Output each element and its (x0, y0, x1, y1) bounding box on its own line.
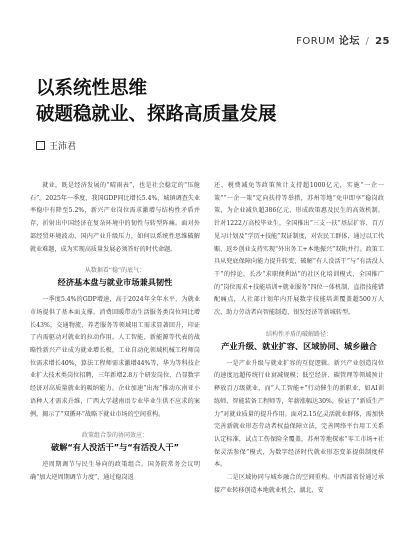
intro-paragraph: 就业，既是经济发展的“晴雨表”，也是社会稳定的“压舱石”。2025年一季度，我国GDP同比增长5.4%，城镇调查失业率稳中有降至5.2%，新兴产业岗位需求激增与结构性矛盾并存，折射出中国经济在复杂环境中的韧性与转型阵痛。面对外部经贸环境波动、国内产业升级压力，如何以系统性思维破解就业难题，成为实现高质量发展必须答好的时代命题。 (30, 182, 200, 253)
page-header (296, 32, 390, 47)
title-line-1: 以系统性思维 (36, 78, 148, 99)
subheading-3-title: 产业升级、就业扩容、区域协同、城乡融合 (221, 340, 377, 351)
left-column (30, 180, 200, 485)
subheading-2-kicker: 政策组合拳的协同效应： (81, 432, 148, 440)
subheading-3-kicker: 结构性矛盾的破解路径： (265, 330, 332, 338)
body-paragraph: 一是产业升级与就业扩容的互促逻辑。新兴产业创造岗位的速度远超传统行业衰减规模；低空经济、碳管理等领域预计释放百万级就业，而“人工智能+”行动催生的新职业，如AI训练师、智能装备工程师等，年薪涨幅达30%，验证了“新质生产力”对就业质量的提升作用。面对2.15亿灵活就业群体，需加快完善新就业形态劳动者权益保障立法，完善网络平台用工关系认定标准，试点工伤保险全覆盖，苏州等地探索“零工市场+社保灵活参保”模式，为数字经济时代就业形态变革提供制度样本。 (214, 359, 384, 469)
title-line-2: 破题稳就业、探路高质量发展 (36, 104, 277, 125)
subheading-1 (30, 266, 200, 288)
subheading-1-title: 经济基本盘与就业市场兼具韧性 (57, 277, 173, 288)
subheading-1-kicker: 从数据看“稳”的底气： (84, 267, 146, 275)
byline-square-icon (36, 141, 45, 150)
body-paragraph: 一季度5.4%的GDP增速，高于2024年全年水平，为就业市场提供了基本面支撑。消费回暖带动生活服务类岗位同比增长43%，交通物流、养老服务等领域用工需求显著回升，印证了内需驱动对就业的拉动作用。人工智能、新能源等代表的战略性新兴产业成为就业增长极，工业自动化领域机械工程师岗位需求增长40%，算法工程师需求激增44%等，华为等科技企业扩大技术类岗位招聘，三年新增2.8万个研发岗位，凸显数字经济对高质量就业的吸纳能力。企业加速“出海”推动东南亚小语种人才需求升维，广西大学越南语专业毕业生供不应求的案例，揭示了“双循环”战略下就业市场的空间重构。 (30, 296, 200, 418)
author-name: 王沛君 (49, 142, 77, 152)
body-paragraph: 还、税费减免等政策预计支持超1000亿元，实施“一企一策”“一企一策”定向扶持等举措，苏州等地“免申即享”稳岗政策，为企业减负超386亿元，形成政策惠及民生的高效机制。针对1222万高校毕业生，全国推出“三支一扶”基层扩容、百万见习计划及“学历+技能”双证制度，对农民工群体，通过以工代赈、返乡创业支持实现“外出务工+本地振兴”双轨并行。政策工具从兜底保障向能力提升转变，破解“有人没活干”与“有活没人干”的悖论。长沙“求职便利站”的社区化培训模式，全国推广的“岗位需求+技能培训+就业服务”四位一体机制，直指技能错配痛点，人社部计划年内开展数字技能培训覆盖超500万人次，助力劳动者向智能制造、银发经济等新城转型。 (214, 182, 384, 317)
subheading-3 (214, 330, 384, 352)
section-name: 论坛 (338, 36, 360, 47)
subheading-2-title: 破解“有人没活干”与“有活没人干” (51, 442, 179, 453)
article-title (36, 76, 386, 128)
subheading-2 (30, 431, 200, 453)
magazine-brand: FORUM (296, 36, 336, 47)
body-paragraph: 逆周期调节与民生导向的政策组合。国务院常务会议明确“加大逆周期调节力度”，通过稳岗返 (30, 461, 200, 481)
right-column (214, 180, 384, 497)
author-byline (36, 139, 76, 152)
body-paragraph: 二是区域协同与城乡融合的空间重构。中西部省份通过承接产业转移创造本地就业机会，湖北、安 (214, 474, 384, 494)
page-number: 25 (375, 36, 390, 47)
header-separator: / (365, 36, 370, 47)
